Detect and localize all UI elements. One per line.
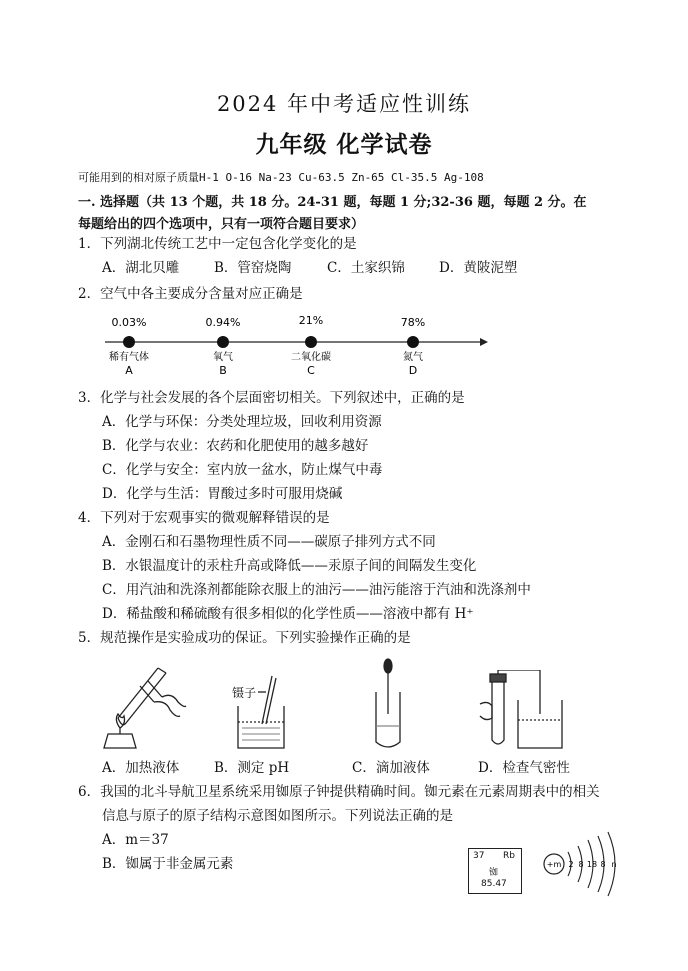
shell-1: 2 [568,860,574,869]
element-cell [468,848,522,894]
q3-option-d: D．化学与生活：胃酸过多时可服用烧碱 [102,486,343,502]
q4-option-a: A．金刚石和石墨物理性质不同——碳原子排列方式不同 [102,534,436,550]
atomic-masses: 可能用到的相对原子质量H-1 O-16 Na-23 Cu-63.5 Zn-65 Cl-35.5 Ag-108 [78,171,484,184]
q4-option-b: B．水银温度计的汞柱升高或降低——汞原子间的间隔发生变化 [102,558,477,574]
heating-liquid-illustration [96,656,192,752]
svg-text:A: A [125,364,133,377]
element-name: 铷 [489,868,499,878]
q5-option-d: D．检查气密性 [478,760,570,776]
measure-ph-illustration [232,672,292,752]
dropping-liquid-illustration [368,656,408,752]
q3-option-b: B．化学与农业：农药和化肥使用的越多越好 [102,438,369,454]
exam-subtitle: 九年级 化学试卷 [255,132,433,158]
q5-option-c: C．滴加液体 [352,760,430,776]
svg-text:21%: 21% [298,314,324,327]
point-c [291,314,331,377]
q1-options [102,258,562,278]
section-instructions [78,192,618,236]
arrow-head-icon [480,338,488,346]
q3-stem: 3．化学与社会发展的各个层面密切相关。下列叙述中，正确的是 [78,390,465,406]
point-b [206,316,241,377]
q6-stem-2: 信息与原子的原子结构示意图如图所示。下列说法正确的是 [102,808,453,824]
atom-structure-diagram [540,828,640,900]
exam-title: 2024 年中考适应性训练 [216,92,472,116]
shell-3: 18 [586,860,598,869]
point-a [109,316,149,377]
atomic-mass: 85.47 [481,879,507,889]
q2-stem: 2．空气中各主要成分含量对应正确是 [78,286,303,302]
q3-option-a: A．化学与环保：分类处理垃圾，回收利用资源 [102,414,382,430]
svg-text:B: B [219,364,227,377]
q1-option-b: B．管窑烧陶 [214,260,292,276]
q3-option-c: C．化学与安全：室内放一盆水，防止煤气中毒 [102,462,383,478]
shell-2: 8 [578,860,584,869]
q1-option-a: A．湖北贝雕 [102,260,180,276]
svg-text:0.03%: 0.03% [111,316,147,329]
svg-text:氧气: 氧气 [213,352,233,363]
q1-option-c: C．土家织锦 [327,260,405,276]
air-composition-diagram [95,308,495,380]
q1-option-d: D．黄陂泥塑 [439,260,518,276]
svg-text:D: D [408,364,418,377]
q6-stem-1: 6．我国的北斗导航卫星系统采用铷原子钟提供精确时间。铷元素在元素周期表中的相关 [78,784,600,800]
svg-text:二氧化碳: 二氧化碳 [291,352,331,363]
point-d [401,316,425,377]
svg-text:C: C [307,364,315,377]
q5-options [102,758,582,778]
element-symbol: Rb [503,851,515,861]
atomic-number: 37 [473,851,485,861]
shell-4: 8 [600,860,606,869]
section-line-2: 每题给出的四个选项中，只有一项符合题目要求） [78,217,365,232]
q5-option-b: B．测定 pH [214,760,290,776]
svg-text:氮气: 氮气 [403,352,423,363]
airtightness-check-illustration [478,670,568,752]
shell-5: n [611,860,617,869]
svg-text:稀有气体: 稀有气体 [109,352,149,363]
q4-option-d: D．稀盐酸和稀硫酸有很多相似的化学性质——溶液中都有 H⁺ [102,606,474,622]
svg-text:0.94%: 0.94% [205,316,241,329]
q6-option-a: A．m＝37 [102,832,169,848]
q5-stem: 5．规范操作是实验成功的保证。下列实验操作正确的是 [78,630,411,646]
nucleus-charge: +m [546,860,562,869]
q4-option-c: C．用汽油和洗涤剂都能除衣服上的油污——油污能溶于汽油和洗涤剂中 [102,582,531,598]
svg-text:78%: 78% [400,316,426,329]
q5-option-a: A．加热液体 [102,760,180,776]
section-line-1: 一. 选择题（共 13 个题，共 18 分。24-31 题，每题 1 分;32-36 题，每题 2 分。在 [78,195,587,210]
tweezers-label: 镊子 [232,686,257,700]
q1-stem: 1．下列湖北传统工艺中一定包含化学变化的是 [78,236,357,252]
q4-stem: 4．下列对于宏观事实的微观解释错误的是 [78,510,330,526]
q6-option-b: B．铷属于非金属元素 [102,856,234,872]
